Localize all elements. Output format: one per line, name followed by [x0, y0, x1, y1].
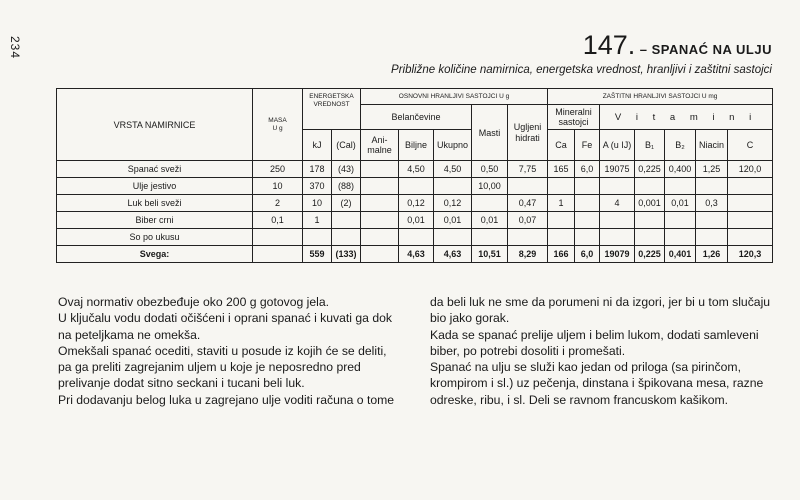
cell-cal: (43): [332, 161, 361, 178]
cell-biljne: 4,50: [399, 161, 434, 178]
table-total-row: [57, 246, 773, 263]
cell-ugljeni: [508, 178, 548, 195]
header-mineralni-sastojci: Mineralni sastojci: [548, 105, 600, 130]
header-niacin: Niacin: [696, 130, 728, 161]
table-row: [57, 229, 773, 246]
cell-animalne: [361, 229, 399, 246]
cell-b2: 0,01: [665, 195, 696, 212]
cell-animalne: [361, 195, 399, 212]
paragraph: Omekšali spanać oceditі, staviti u posude iz kojih će se deliti, pa ga preliti zagrejanim uljem u koje je neposredno pred prelivanje dodat sitno seckani i tucani beli luk.: [58, 343, 387, 391]
cell-masa: [253, 229, 303, 246]
cell-c: 120,0: [728, 161, 773, 178]
cell-biljne: [399, 178, 434, 195]
table-row: [57, 178, 773, 195]
header-energy-line2: VREDNOST: [313, 100, 350, 108]
cell-animalne: [361, 212, 399, 229]
cell-ugljeni: 7,75: [508, 161, 548, 178]
cell-niacin: 1,25: [696, 161, 728, 178]
header-vitamin-b2: B₂: [665, 130, 696, 161]
cell-ugljeni: 0,47: [508, 195, 548, 212]
header-ugljeni-hidrati: Ugljeni hidrati: [508, 105, 548, 161]
cell-kj: [303, 229, 332, 246]
cell-kj: 178: [303, 161, 332, 178]
total-fe: 6,0: [575, 246, 600, 263]
cell-biljne: 0,12: [399, 195, 434, 212]
total-masa: [253, 246, 303, 263]
header-energy-line1: ENERGETSKA: [309, 93, 354, 100]
cell-animalne: [361, 161, 399, 178]
cell-cal: (88): [332, 178, 361, 195]
cell-biljne: 0,01: [399, 212, 434, 229]
header-ukupno: Ukupno: [434, 130, 472, 161]
header-cal: (Cal): [332, 130, 361, 161]
cell-niacin: [696, 229, 728, 246]
table-row: [57, 195, 773, 212]
cell-b1: 0,001: [635, 195, 665, 212]
cell-name: Luk beli sveži: [57, 195, 253, 212]
header-vitamin-a: A (u IJ): [600, 130, 635, 161]
paragraph: U ključalu vodu dodati očišćeni i oprani spanać i kuvati ga dok na peteljkama ne omekša.: [58, 311, 392, 342]
cell-fe: [575, 195, 600, 212]
total-masti: 10,51: [472, 246, 508, 263]
cell-ukupno: 0,01: [434, 212, 472, 229]
cell-niacin: [696, 178, 728, 195]
cell-ugljeni: 0,07: [508, 212, 548, 229]
header-vitamini: V i t a m i n i: [600, 105, 773, 130]
instructions-right-column: [430, 294, 775, 408]
cell-b1: [635, 229, 665, 246]
paragraph: Ovaj normativ obezbeđuje oko 200 g gotovog jela.: [58, 295, 330, 309]
cell-a: [600, 212, 635, 229]
cell-b2: 0,400: [665, 161, 696, 178]
header-animalne: Ani- malne: [361, 130, 399, 161]
cell-ca: [548, 229, 575, 246]
cell-niacin: 0,3: [696, 195, 728, 212]
cell-b2: [665, 212, 696, 229]
cell-c: [728, 212, 773, 229]
cell-ca: [548, 212, 575, 229]
instructions-left-column: [58, 294, 398, 408]
total-label: Svega:: [57, 246, 253, 263]
total-a: 19079: [600, 246, 635, 263]
cell-name: Spanać sveži: [57, 161, 253, 178]
header-vitamin-c: C: [728, 130, 773, 161]
header-fe: Fe: [575, 130, 600, 161]
cell-a: 19075: [600, 161, 635, 178]
header-biljne: Biljne: [399, 130, 434, 161]
total-ugljeni: 8,29: [508, 246, 548, 263]
header-masti: Masti: [472, 105, 508, 161]
total-cal: (133): [332, 246, 361, 263]
cell-niacin: [696, 212, 728, 229]
cell-a: [600, 178, 635, 195]
total-niacin: 1,26: [696, 246, 728, 263]
total-b2: 0,401: [665, 246, 696, 263]
table-row: [57, 161, 773, 178]
cell-cal: (2): [332, 195, 361, 212]
cell-biljne: [399, 229, 434, 246]
cell-ukupno: [434, 178, 472, 195]
cell-ca: [548, 178, 575, 195]
total-ca: 166: [548, 246, 575, 263]
cell-masti: [472, 195, 508, 212]
cell-fe: 6,0: [575, 161, 600, 178]
page-number: 234: [8, 36, 22, 60]
cell-name: So po ukusu: [57, 229, 253, 246]
cell-animalne: [361, 178, 399, 195]
cell-masa: 0,1: [253, 212, 303, 229]
paragraph: da beli luk ne sme da porumeni ni da izgori, jer bi u tom slučaju bio jako gorak.: [430, 295, 771, 326]
cell-a: [600, 229, 635, 246]
cell-fe: [575, 178, 600, 195]
paragraph: Kada se spanać prelije uljem i belim lukom, dodati samleveni biber, po potrebi dosoliti i promešati.: [430, 327, 759, 358]
cell-kj: 370: [303, 178, 332, 195]
cell-c: [728, 178, 773, 195]
header-ca: Ca: [548, 130, 575, 161]
cell-masti: [472, 229, 508, 246]
total-c: 120,3: [728, 246, 773, 263]
cell-ca: 165: [548, 161, 575, 178]
header-osnovni-sastojci: OSNOVNI HRANLJIVI SASTOJCI U g: [361, 89, 548, 105]
nutrition-table: [56, 88, 773, 263]
header-belancevine: Belančevine: [361, 105, 472, 130]
cell-b1: [635, 178, 665, 195]
header-kj: kJ: [303, 130, 332, 161]
header-vitamin-b1: B₁: [635, 130, 665, 161]
cell-cal: [332, 212, 361, 229]
cell-kj: 10: [303, 195, 332, 212]
cell-name: Biber crni: [57, 212, 253, 229]
total-b1: 0,225: [635, 246, 665, 263]
cell-ukupno: 0,12: [434, 195, 472, 212]
cell-a: 4: [600, 195, 635, 212]
header-zastitni-sastojci: ZAŠTITNI HRANLJIVI SASTOJCI U mg: [548, 89, 773, 105]
cell-b1: 0,225: [635, 161, 665, 178]
header-masa: [253, 89, 303, 161]
paragraph: Spanać na ulju se služi kao jedan od priloga (sa pirinčom, krompirom i sl.) uz pečenja, dinstana i špikovana mesa, razne odreske, ribu, i sl. Deli se ravnom francuskom kašikom.: [430, 360, 764, 407]
cell-masti: 0,01: [472, 212, 508, 229]
cell-masti: 0,50: [472, 161, 508, 178]
total-animalne: [361, 246, 399, 263]
recipe-subtitle: Približne količine namirnica, energetska vrednost, hranljivi i zaštitni sastojci: [391, 64, 772, 76]
total-ukupno: 4,63: [434, 246, 472, 263]
table-row: [57, 212, 773, 229]
total-kj: 559: [303, 246, 332, 263]
cell-masa: 10: [253, 178, 303, 195]
cell-b2: [665, 178, 696, 195]
cell-masti: 10,00: [472, 178, 508, 195]
cell-fe: [575, 212, 600, 229]
header-masa-line1: MASA: [268, 116, 287, 124]
cell-fe: [575, 229, 600, 246]
recipe-name: – SPANAĆ NA ULJU: [639, 42, 772, 57]
recipe-title: [583, 30, 772, 61]
cell-masa: 2: [253, 195, 303, 212]
recipe-number: 147.: [582, 30, 636, 60]
cell-ukupno: [434, 229, 472, 246]
cell-ukupno: 4,50: [434, 161, 472, 178]
header-energetska-vrednost: [303, 89, 361, 130]
cell-b1: [635, 212, 665, 229]
cell-c: [728, 195, 773, 212]
paragraph: Pri dodavanju belog luka u zagrejano ulje voditi računa o tome: [58, 392, 395, 407]
header-vrsta-namirnice: VRSTA NAMIRNICE: [57, 89, 253, 161]
total-biljne: 4,63: [399, 246, 434, 263]
cell-name: Ulje jestivo: [57, 178, 253, 195]
cell-cal: [332, 229, 361, 246]
header-masa-line2: U g: [272, 124, 283, 132]
cell-masa: 250: [253, 161, 303, 178]
cell-kj: 1: [303, 212, 332, 229]
cell-c: [728, 229, 773, 246]
cell-ca: 1: [548, 195, 575, 212]
cell-b2: [665, 229, 696, 246]
cell-ugljeni: [508, 229, 548, 246]
